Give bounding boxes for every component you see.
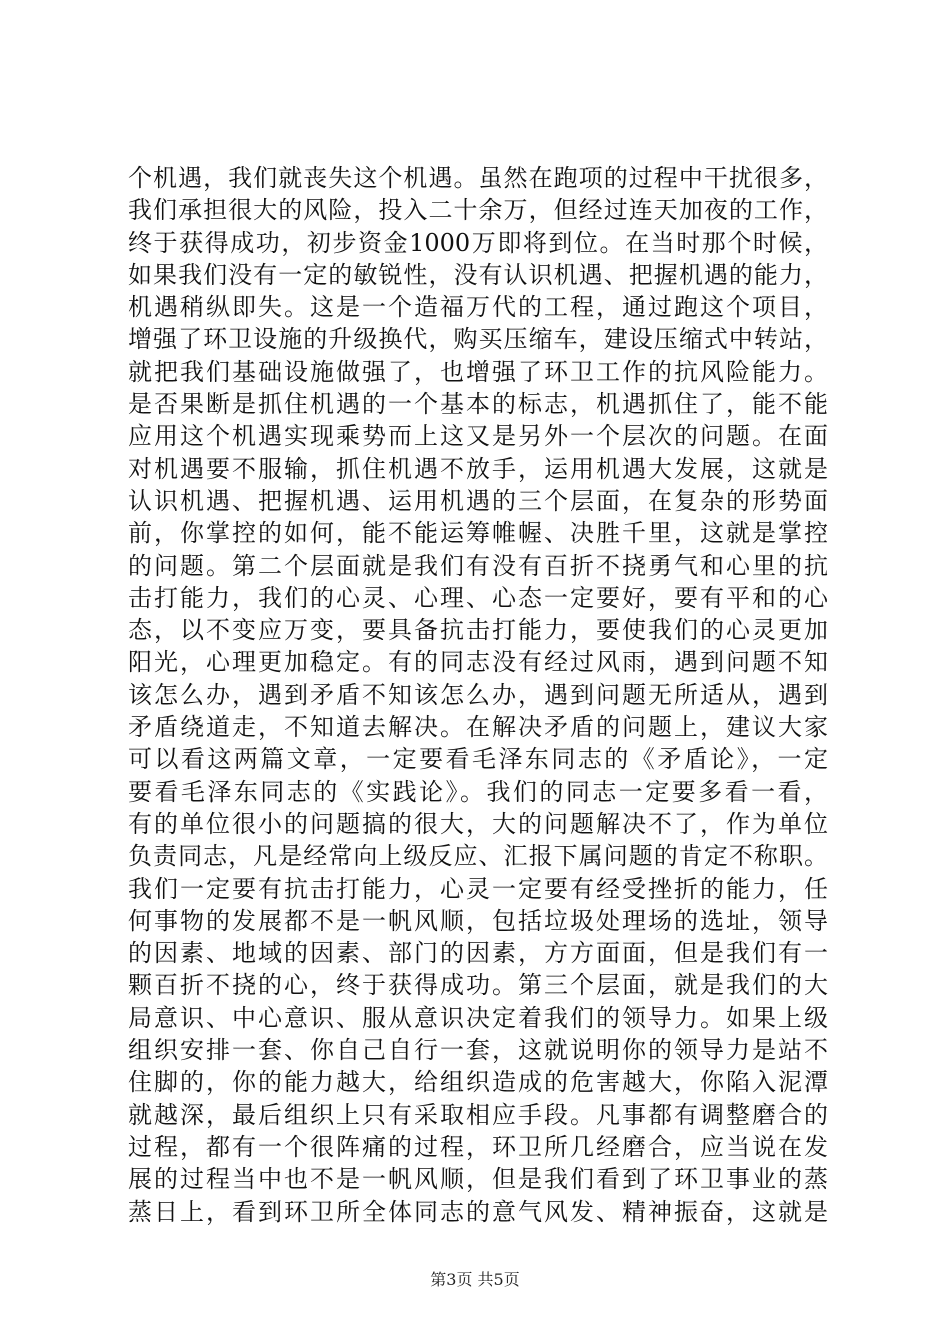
- text-line: 认识机遇、把握机遇、运用机遇的三个层面，在复杂的形势面: [128, 486, 828, 515]
- text-line: 阳光，心理更加稳定。有的同志没有经过风雨，遇到问题不知: [128, 648, 828, 677]
- text-line: 展的过程当中也不是一帆风顺，但是我们看到了环卫事业的蒸: [128, 1165, 828, 1194]
- text-line: 增强了环卫设施的升级换代，购买压缩车，建设压缩式中转站，: [128, 325, 828, 354]
- page-number-footer: 第3页 共5页: [430, 1270, 520, 1289]
- text-line: 矛盾绕道走，不知道去解决。在解决矛盾的问题上，建议大家: [128, 713, 828, 742]
- text-line: 要看毛泽东同志的《实践论》。我们的同志一定要多看一看，: [128, 777, 828, 806]
- text-line: 就把我们基础设施做强了，也增强了环卫工作的抗风险能力。: [128, 357, 828, 386]
- text-line: 该怎么办，遇到矛盾不知该怎么办，遇到问题无所适从，遇到: [128, 680, 828, 709]
- text-line: 对机遇要不服输，抓住机遇不放手，运用机遇大发展，这就是: [128, 454, 828, 483]
- text-line: 是否果断是抓住机遇的一个基本的标志，机遇抓住了，能不能: [128, 390, 828, 419]
- text-line: 的问题。第二个层面就是我们有没有百折不挠勇气和心里的抗: [128, 551, 828, 580]
- text-line: 颗百折不挠的心，终于获得成功。第三个层面，就是我们的大: [128, 971, 828, 1000]
- text-line: 的因素、地域的因素、部门的因素，方方面面，但是我们有一: [128, 939, 828, 968]
- text-line: 态，以不变应万变，要具备抗击打能力，要使我们的心灵更加: [128, 616, 828, 645]
- text-line: 机遇稍纵即失。这是一个造福万代的工程，通过跑这个项目，: [128, 293, 828, 322]
- text-line: 蒸日上，看到环卫所全体同志的意气风发、精神振奋，这就是: [128, 1197, 828, 1226]
- text-line: 就越深，最后组织上只有采取相应手段。凡事都有调整磨合的: [128, 1100, 828, 1129]
- body-text: [128, 162, 828, 1228]
- text-line: 组织安排一套、你自己自行一套，这就说明你的领导力是站不: [128, 1036, 828, 1065]
- text-line: 有的单位很小的问题搞的很大，大的问题解决不了，作为单位: [128, 809, 828, 838]
- text-line: 我们承担很大的风险，投入二十余万，但经过连天加夜的工作，: [128, 196, 828, 225]
- text-line: 可以看这两篇文章，一定要看毛泽东同志的《矛盾论》，一定: [128, 745, 828, 774]
- text-line: 击打能力，我们的心灵、心理、心态一定要好，要有平和的心: [128, 583, 828, 612]
- text-line: 终于获得成功，初步资金1000万即将到位。在当时那个时候，: [128, 228, 828, 257]
- text-line: 何事物的发展都不是一帆风顺，包括垃圾处理场的选址，领导: [128, 906, 828, 935]
- text-line: 应用这个机遇实现乘势而上这又是另外一个层次的问题。在面: [128, 422, 828, 451]
- text-line: 如果我们没有一定的敏锐性，没有认识机遇、把握机遇的能力，: [128, 260, 828, 289]
- text-line: 负责同志，凡是经常向上级反应、汇报下属问题的肯定不称职。: [128, 842, 828, 871]
- text-line: 局意识、中心意识、服从意识决定着我们的领导力。如果上级: [128, 1003, 828, 1032]
- text-line: 过程，都有一个很阵痛的过程，环卫所几经磨合，应当说在发: [128, 1132, 828, 1161]
- text-line: 前，你掌控的如何，能不能运筹帷幄、决胜千里，这就是掌控: [128, 519, 828, 548]
- text-line: 住脚的，你的能力越大，给组织造成的危害越大，你陷入泥潭: [128, 1068, 828, 1097]
- text-line: 个机遇，我们就丧失这个机遇。虽然在跑项的过程中干扰很多，: [128, 164, 828, 192]
- text-line: 我们一定要有抗击打能力，心灵一定要有经受挫折的能力，任: [128, 874, 828, 903]
